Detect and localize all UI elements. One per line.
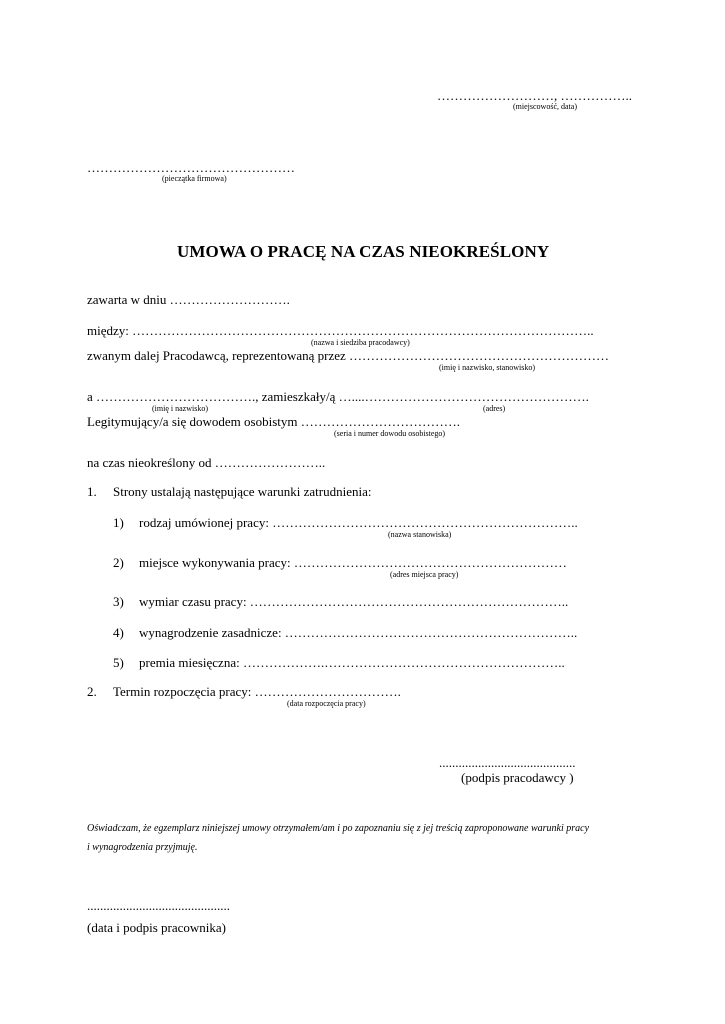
- clause-2-caption: (data rozpoczęcia pracy): [287, 699, 366, 708]
- indefinite-from-line: na czas nieokreślony od ……………………..: [87, 455, 326, 470]
- clause-2-text: Termin rozpoczęcia pracy: …………………………….: [113, 684, 401, 699]
- item-4-text: wynagrodzenie zasadnicze: …………………………………………………………..: [139, 625, 578, 640]
- item-1-caption: (nazwa stanowiska): [388, 530, 452, 539]
- clause-2-number: 2.: [87, 684, 97, 699]
- employee-address-caption: (adres): [483, 404, 506, 413]
- employee-signature-label: (data i podpis pracownika): [87, 920, 226, 935]
- company-stamp-caption: (pieczątka firmowa): [162, 174, 227, 183]
- employer-representative-caption: (imię i nazwisko, stanowisko): [439, 363, 535, 372]
- document-title: UMOWA O PRACĘ NA CZAS NIEOKREŚLONY: [177, 242, 550, 261]
- place-date-field: ………………………, ……………..: [437, 88, 632, 103]
- employee-statement-line-1: Oświadczam, że egzemplarz niniejszej umowy otrzymałem/am i po zapoznaniu się z jej treścią zaproponowane warunki pracy: [87, 823, 590, 834]
- id-card-caption: (seria i numer dowodu osobistego): [334, 429, 446, 438]
- item-1-number: 1): [113, 515, 124, 530]
- employee-name-caption: (imię i nazwisko): [152, 404, 208, 413]
- item-3-number: 3): [113, 594, 124, 609]
- item-5-number: 5): [113, 655, 124, 670]
- between-line: między: ……………………………………………………………………………………………..: [87, 323, 594, 338]
- item-2-number: 2): [113, 555, 124, 570]
- employee-signature-line: ............................................: [87, 898, 230, 913]
- clause-1-text: Strony ustalają następujące warunki zatrudnienia:: [113, 484, 372, 499]
- employer-signature-label: (podpis pracodawcy ): [461, 770, 574, 785]
- item-2-text: miejsce wykonywania pracy: ………………………………………………………: [139, 555, 567, 570]
- employer-representative-line: zwanym dalej Pracodawcą, reprezentowaną przez ……………………………………………………: [87, 348, 610, 363]
- employee-line: a ………………………………., zamieszkały/ą …....…………………………………………….: [87, 389, 589, 404]
- between-caption: (nazwa i siedziba pracodawcy): [311, 338, 410, 347]
- item-3-text: wymiar czasu pracy: ………………………………………………………………..: [139, 594, 569, 609]
- employee-statement-line-2: i wynagrodzenia przyjmuję.: [87, 842, 198, 853]
- employer-signature-line: ..........................................: [439, 755, 576, 770]
- item-2-caption: (adres miejsca pracy): [390, 570, 459, 579]
- item-5-text: premia miesięczna: ……………….………………………………………………..: [139, 655, 565, 670]
- id-card-line: Legitymujący/a się dowodem osobistym ……………………………….: [87, 414, 460, 429]
- company-stamp-field: …………………………………………: [87, 160, 295, 175]
- place-date-caption: (miejscowość, data): [513, 102, 577, 111]
- item-4-number: 4): [113, 625, 124, 640]
- item-1-text: rodzaj umówionej pracy: ……………………………………………………………..: [139, 515, 578, 530]
- clause-1-number: 1.: [87, 484, 97, 499]
- concluded-on-line: zawarta w dniu ……………………….: [87, 292, 290, 307]
